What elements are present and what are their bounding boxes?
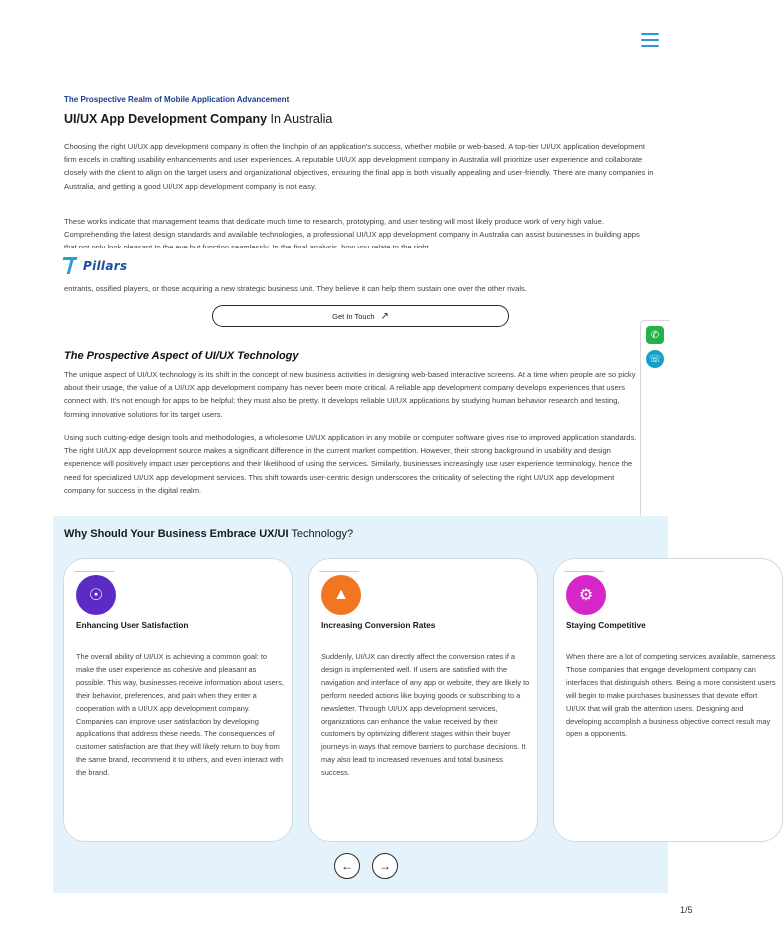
page-number: 1/5 bbox=[680, 905, 693, 915]
aspect-paragraph-2: Using such cutting-edge design tools and methodologies, a wholesome UI/UX application in any mobile or computer software gives rise to improved application standards. The right UI/UX app development source makes a significant difference in the current market competition. However, their strong background in usability and design experience will positively impact user perceptions and their likelihood of using the services. Similarly, businesses increasingly use user experience terminology, hence the need for specialized UI/UX app development services. This shift towards user-centric design underscores the criticality of selecting the right UI/UX app development company for success in the digital realm. bbox=[64, 433, 637, 495]
get-in-touch-label: Get In Touch bbox=[332, 311, 375, 321]
intro-paragraph-1: Choosing the right UI/UX app development company is often the linchpin of an application's success, whether mobile or web-based. A top-tier UI/UX application development firm excels in crafting usability enhancements and user experiences. A reputable UI/UX app development company in Australia will prioritize user experience and collaborate closely with the client to align on the target users and organizational objectives, ensuring the final app is both visually appealing and user-friendly. There are many companies in Australia, and getting a good UI/UX app development company is not easy. bbox=[64, 142, 654, 191]
logo-text: Pillars bbox=[83, 259, 128, 273]
benefit-card bbox=[308, 558, 538, 842]
card-body: Suddenly, UI/UX can directly affect the conversion rates if a design is implemented well. If users are satisfied with the navigation and interface of any app or website, they are likely to perform needed actions like buying goods or subscribing to a newsletter. Through UI/UX app development services, organizations can enhance the value received by their customers by optimizing different stages within their buyer journeys in ways that remove barriers to purchase decisions. It may also lead to increased revenues and total business success. bbox=[321, 652, 530, 778]
get-in-touch-button[interactable] bbox=[212, 305, 509, 327]
logo[interactable] bbox=[63, 256, 127, 276]
section-eyebrow: The Prospective Realm of Mobile Application Advancement bbox=[64, 95, 290, 104]
page-title bbox=[64, 112, 332, 126]
phone-icon[interactable]: ☏ bbox=[646, 350, 664, 368]
logo-mark-icon bbox=[63, 256, 83, 276]
benefit-card bbox=[553, 558, 783, 842]
code-settings-icon: ⚙ bbox=[566, 575, 606, 615]
hamburger-menu-icon[interactable] bbox=[641, 33, 659, 48]
card-title: Increasing Conversion Rates bbox=[321, 620, 436, 630]
carousel-next-button[interactable]: → bbox=[372, 853, 398, 879]
card-body: The overall ability of UI/UX is achieving a common goal: to make the user experience as cohesive and pleasant as possible. This way, businesses receive information about users, their behavior, preferences, and pain when they enter a cooperation with a UI/UX app development company. Companies can improve user satisfaction by developing applications that address these needs. The consequences of customer satisfaction are that they will likely return to buy from the same brand, recommend it to others, and even interact with the brand. bbox=[76, 652, 284, 778]
aspect-title: The Prospective Aspect of UI/UX Technology bbox=[64, 350, 299, 362]
team-icon: ☉ bbox=[76, 575, 116, 615]
why-title bbox=[64, 528, 353, 540]
card-divider bbox=[319, 571, 359, 572]
card-title: Enhancing User Satisfaction bbox=[76, 620, 189, 630]
card-body: When there are a lot of competing services available, sameness Those companies that engage development company can interfaces that distinguish others. Being a more consistent users will begin to make purchases businesses that devote effort UI/UX that will grab the attention users. Designing and developing accomplish a business objective correct result may open a opponents. bbox=[566, 652, 776, 739]
whatsapp-icon[interactable]: ✆ bbox=[646, 326, 664, 344]
card-divider bbox=[74, 571, 114, 572]
page-title-bold: UI/UX App Development Company bbox=[64, 112, 268, 126]
page-title-rest: In Australia bbox=[267, 112, 333, 126]
card-divider bbox=[564, 571, 604, 572]
benefit-card bbox=[63, 558, 293, 842]
arrow-up-right-icon: ↗ bbox=[380, 310, 389, 322]
why-section bbox=[53, 516, 776, 893]
carousel-prev-button[interactable]: ← bbox=[334, 853, 360, 879]
why-title-rest: Technology? bbox=[288, 528, 354, 540]
growth-chart-icon: ▲ bbox=[321, 575, 361, 615]
intro-paragraph-2: These works indicate that management teams that dedicate much time to research, prototyping, and user testing will most likely produce work of very high value. Comprehending the latest design standards and available technologies, a professional UI/UX app development company in Australia can assist businesses in building apps bbox=[64, 217, 640, 240]
aspect-paragraph-1: The unique aspect of UI/UX technology is its shift in the concept of new business activities in designing web-based interactive screens. At a time when people are so picky about their usage, the value of a UI/UX app development company has never been more critical. A reliable app development company develops experiences that users connect with. It's not enough for apps to be helpful; they must also be pretty. It develops reliable UI/UX applications by studying human behavior research and testing, forming innovative solutions for its target users. bbox=[64, 370, 636, 419]
card-title: Staying Competitive bbox=[566, 620, 646, 630]
intro-paragraph-3: entrants, ossified players, or those acquiring a new strategic business unit. They believe it can help them sustain one over the other rivals. bbox=[64, 284, 527, 293]
why-title-bold: Why Should Your Business Embrace UX/UI bbox=[64, 528, 289, 540]
